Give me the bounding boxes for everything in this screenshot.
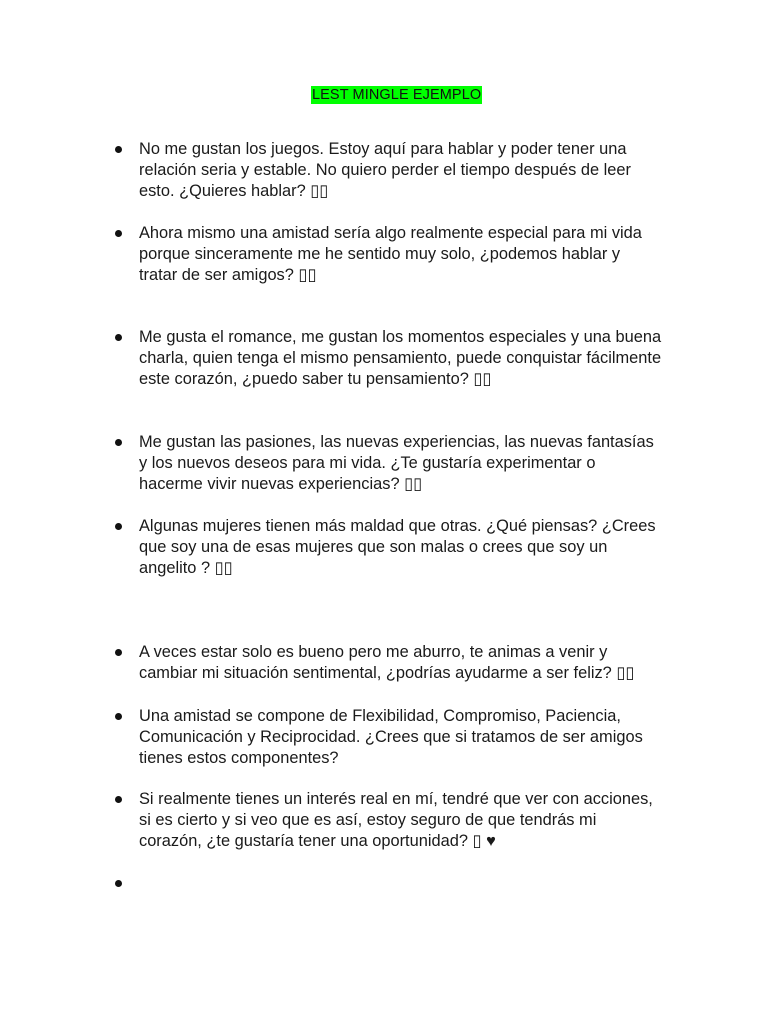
document-title: LEST MINGLE EJEMPLO <box>312 87 482 103</box>
bullet-icon <box>115 334 122 341</box>
bullet-icon <box>115 880 122 887</box>
bullet-icon <box>115 523 122 530</box>
list-item-text: Me gustan las pasiones, las nuevas experiencias, las nuevas fantasías y los nuevos deseos para mi vida. ¿Te gustaría experimentar o hacerme vivir nuevas experiencias? ▯▯ <box>139 433 654 493</box>
bullet-icon <box>115 230 122 237</box>
bullet-icon <box>115 649 122 656</box>
bullet-icon <box>115 146 122 153</box>
list-item-text: Algunas mujeres tienen más maldad que otras. ¿Qué piensas? ¿Crees que soy una de esas mujeres que son malas o crees que soy un angelito ? ▯▯ <box>139 517 656 577</box>
bullet-icon <box>115 439 122 446</box>
list-item-text: Me gusta el romance, me gustan los momentos especiales y una buena charla, quien tenga el mismo pensamiento, puede conquistar fácilmente este corazón, ¿puedo saber tu pensamiento? ▯▯ <box>139 328 662 388</box>
list-item-text: Ahora mismo una amistad sería algo realmente especial para mi vida porque sinceramente me he sentido muy solo, ¿podemos hablar y tratar de ser amigos? ▯▯ <box>139 224 642 284</box>
list-item-text: No me gustan los juegos. Estoy aquí para hablar y poder tener una relación seria y estable. No quiero perder el tiempo después de leer esto. ¿Quieres hablar? ▯▯ <box>139 140 631 200</box>
bullet-icon <box>115 796 122 803</box>
list-item-text: A veces estar solo es bueno pero me aburro, te animas a venir y cambiar mi situación sentimental, ¿podrías ayudarme a ser feliz? ▯▯ <box>139 643 635 682</box>
list-item-text: Si realmente tienes un interés real en mí, tendré que ver con acciones, si es cierto y si veo que es así, estoy seguro de que tendrás mi corazón, ¿te gustaría tener una oportunidad? ▯ ♥ <box>139 790 653 850</box>
bullet-icon <box>115 713 122 720</box>
list-item-text: Una amistad se compone de Flexibilidad, Compromiso, Paciencia, Comunicación y Reciprocidad. ¿Crees que si tratamos de ser amigos tienes estos componentes? <box>139 707 643 767</box>
